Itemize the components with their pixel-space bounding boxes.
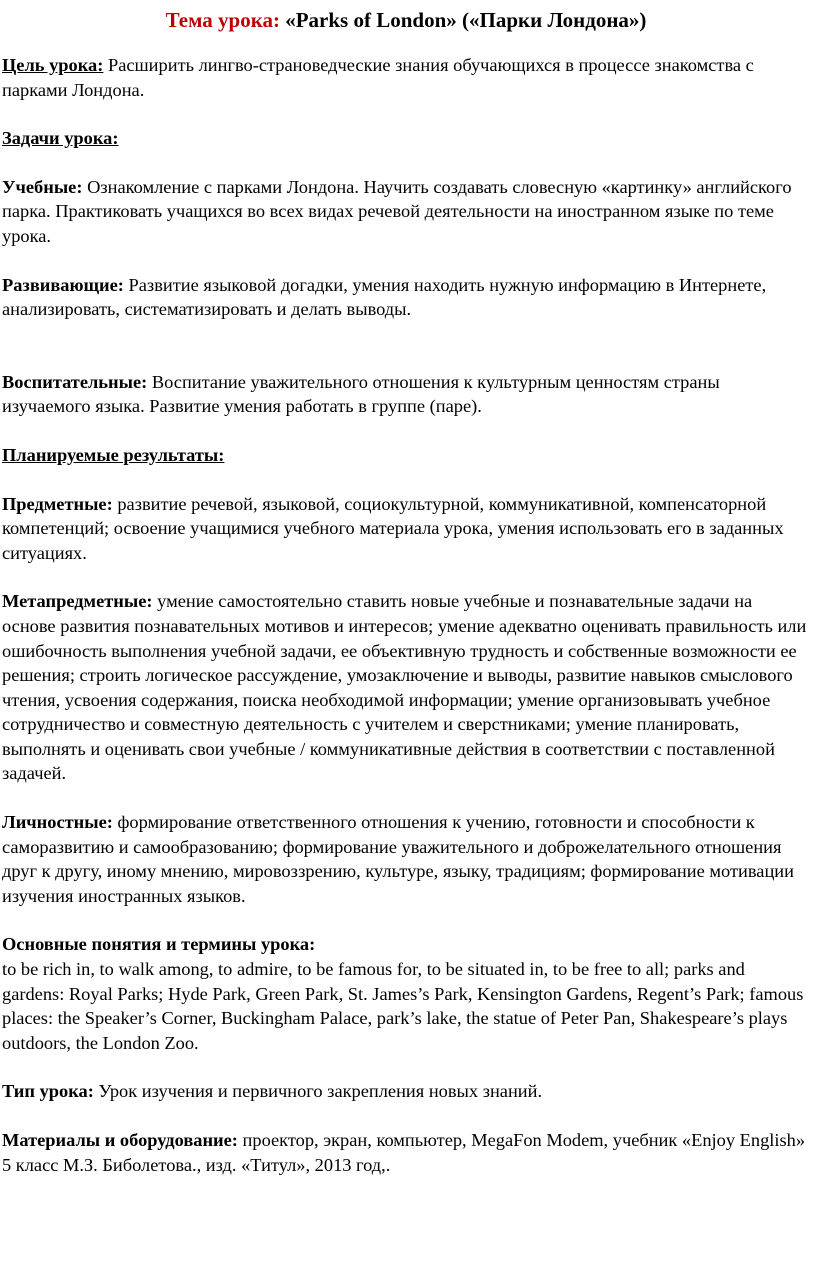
- upbringing-paragraph: [2, 370, 810, 419]
- results-heading-label: Планируемые результаты:: [2, 444, 225, 465]
- educational-paragraph: [2, 175, 810, 249]
- title-prefix: Тема урока:: [165, 8, 280, 32]
- tasks-heading-label: Задачи урока:: [2, 128, 119, 149]
- terms-paragraph: [2, 932, 810, 1055]
- metasubject-label: Метапредметные:: [2, 591, 153, 612]
- materials-label: Материалы и оборудование:: [2, 1130, 238, 1150]
- upbringing-label: Воспитательные:: [2, 371, 148, 392]
- developing-text: Развитие языковой догадки, умения находить нужную информацию в Интернете, анализировать, систематизировать и делать выводы.: [2, 274, 767, 320]
- personal-label: Личностные:: [2, 812, 113, 833]
- subject-paragraph: [2, 492, 810, 566]
- title-text: «Parks of London» («Парки Лондона»): [279, 8, 647, 32]
- upbringing-text: Воспитание уважительного отношения к культурным ценностям страны изучаемого языка. Развитие умения работать в группе (паре).: [2, 371, 720, 417]
- subject-text: развитие речевой, языковой, социокультурной, коммуникативной, компенсаторной компетенций; освоение учащимися учебного материала урока, умения использовать его в заданных ситуациях.: [2, 493, 784, 563]
- materials-text: проектор, экран, компьютер, MegaFon Modem, учебник «Enjoy English» 5 класс М.З. Биболетова., изд. «Титул», 2013 год,.: [2, 1130, 806, 1175]
- page-title: [2, 5, 810, 35]
- developing-paragraph: [2, 273, 810, 322]
- terms-text: to be rich in, to walk among, to admire, to be famous for, to be situated in, to be free to all; parks and gardens: Royal Parks; Hyde Park, Green Park, St. James’s Park, Kensington Gardens, Regent’s Park; famous places: the Speaker’s Corner, Buckingham Palace, park’s lake, the statue of Peter Pan, Shakespeare’s plays outdoors, the London Zoo.: [2, 959, 804, 1053]
- educational-label: Учебные:: [2, 176, 83, 197]
- goal-text: Расширить лингво-страноведческие знания обучающихся в процессе знакомства с парками Лондона.: [2, 55, 754, 100]
- subject-label: Предметные:: [2, 493, 113, 514]
- materials-paragraph: [2, 1128, 810, 1177]
- developing-label: Развивающие:: [2, 274, 124, 295]
- goal-paragraph: [2, 53, 810, 102]
- metasubject-paragraph: [2, 589, 810, 786]
- tasks-heading: [2, 126, 810, 151]
- metasubject-text: умение самостоятельно ставить новые учебные и познавательные задачи на основе развития познавательных мотивов и интересов; умение адекватно оценивать правильность или ошибочность выполнения учебной задачи, ее объективную трудность и собственные возможности ее решения; строить логическое рассуждение, умозаключение и выводы, развитие навыков смыслового чтения, усвоения содержания, поиска необходимой информации; умение организовывать учебное сотрудничество и совместную деятельность с учителем и сверстниками; умение планировать, выполнять и оценивать свои учебные / коммуникативные действия в соответствии с поставленной задачей.: [2, 591, 807, 784]
- results-heading: [2, 443, 810, 468]
- lesson-type-paragraph: [2, 1079, 810, 1104]
- goal-label: Цель урока:: [2, 55, 104, 75]
- lesson-type-text: Урок изучения и первичного закрепления новых знаний.: [93, 1081, 543, 1102]
- personal-text: формирование ответственного отношения к учению, готовности и способности к саморазвитию и самообразованию; формирование уважительного и доброжелательного отношения друг к другу, иному мнению, мировоззрению, культуре, языку, традициям; формирование мотивации изучения иностранных языков.: [2, 812, 794, 906]
- lesson-type-label: Тип урока:: [2, 1081, 94, 1102]
- terms-label: Основные понятия и термины урока:: [2, 934, 316, 955]
- personal-paragraph: [2, 810, 810, 908]
- educational-text: Ознакомление с парками Лондона. Научить создавать словесную «картинку» английского парка. Практиковать учащихся во всех видах речевой деятельности на иностранном языке по теме урока.: [2, 176, 792, 246]
